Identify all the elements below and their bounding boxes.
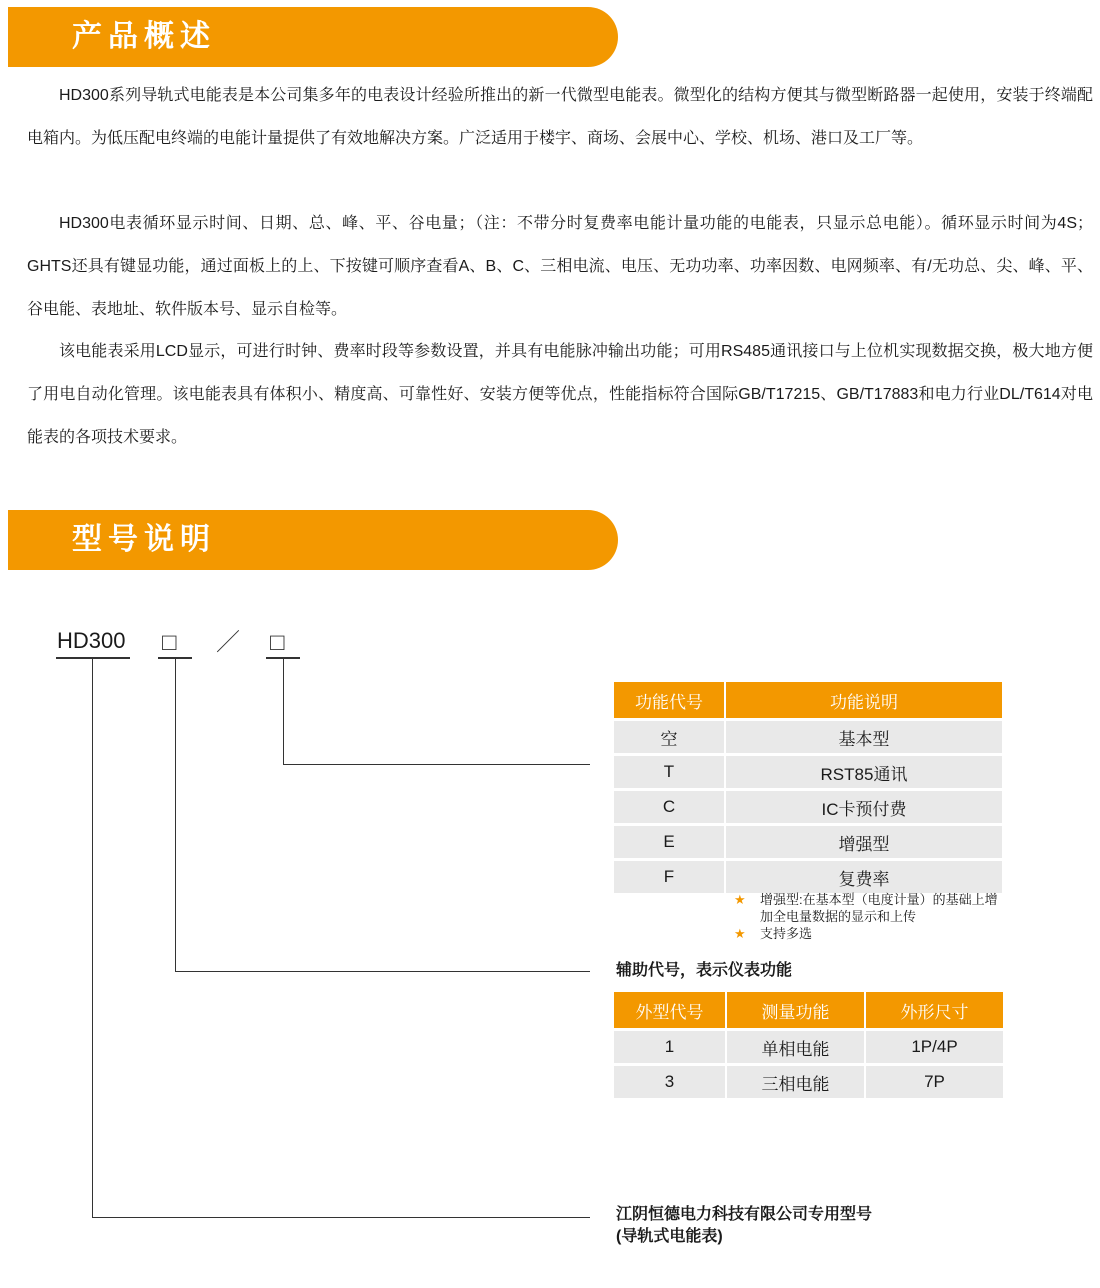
aux-code-label: 辅助代号，表示仪表功能 [616,962,793,979]
model-code-underline [56,657,130,659]
shape-table-header-cell: 测量功能 [726,992,865,1030]
function-notes [734,891,1000,942]
function-desc-cell: RST85通讯 [725,755,1002,790]
note-text: 支持多选 [760,926,813,941]
note-item [734,925,1000,942]
overview-paragraph-3: 该电能表采用LCD显示，可进行时钟、费率时段等参数设置，并具有电能脉冲输出功能；可用RS485通讯接口与上位机实现数据交换，极大地方便了用电自动化管理。该电能表具有体积小、精度高、可靠性好、安装方便等优点，性能指标符合国际GB/T17215、GB/T17883和电力行业DL/T614对电能表的各项技术要求。 [27,343,1093,446]
overview-paragraph-2: HD300电表循环显示时间、日期、总、峰、平、谷电量；（注：不带分时复费率电能计量功能的电能表，只显示总电能）。循环显示时间为4S；GHTS还具有键显功能，通过面板上的上、下按键可顺序查看A、B、C、三相电流、电压、无功功率、功率因数、电网频率、有/无功总、尖、峰、平、谷电能、表地址、软件版本号、显示自检等。 [27,215,1093,318]
shape-measure-cell: 单相电能 [726,1030,865,1065]
function-table-row [614,790,1002,825]
function-table-row [614,825,1002,860]
section-banner-overview [8,7,618,67]
function-code-cell: T [614,755,725,790]
section-banner-model [8,510,618,570]
overview-paragraph-1: HD300系列导轨式电能表是本公司集多年的电表设计经验所推出的新一代微型电能表。微型化的结构方便其与微型断路器一起使用，安装于终端配电箱内。为低压配电终端的电能计量提供了有效地解决方案。广泛适用于楼宇、商场、会展中心、学校、机场、港口及工厂等。 [27,87,1093,147]
shape-table-row [614,1030,1003,1065]
shape-code-cell: 1 [614,1030,726,1065]
function-table-header-cell: 功能说明 [725,682,1002,720]
company-label-line2: (导轨式电能表) [616,1228,723,1245]
shape-size-cell: 1P/4P [865,1030,1003,1065]
shape-code-cell: 3 [614,1065,726,1099]
shape-table-header-cell: 外型代号 [614,992,726,1030]
function-code-cell: 空 [614,720,725,755]
shape-table-header-cell: 外形尺寸 [865,992,1003,1030]
section-title-model: 型号说明 [72,522,216,557]
shape-table-row [614,1065,1003,1099]
function-desc-cell: 复费率 [725,860,1002,894]
function-connector-vertical [283,659,284,764]
star-icon: ★ [734,926,746,941]
aux-code-box: □ [162,629,177,656]
function-connector-horizontal [283,764,590,765]
function-code-cell: C [614,790,725,825]
shape-measure-cell: 三相电能 [726,1065,865,1099]
model-code: HD300 [57,628,126,653]
aux-connector-horizontal [175,971,590,972]
function-table-row [614,860,1002,894]
function-code-cell: F [614,860,725,894]
shape-table [614,992,1003,1098]
function-table [614,682,1002,893]
aux-connector-vertical [175,659,176,971]
slash-separator: ／ [216,629,240,656]
function-desc-cell: 基本型 [725,720,1002,755]
function-table-header [614,682,1002,720]
function-table-header-cell: 功能代号 [614,682,725,720]
company-connector-horizontal [92,1217,590,1218]
shape-size-cell: 7P [865,1065,1003,1099]
function-desc-cell: 增强型 [725,825,1002,860]
shape-table-header [614,992,1003,1030]
note-item [734,891,1000,925]
company-label-line1: 江阴恒德电力科技有限公司专用型号 [616,1206,873,1223]
function-desc-cell: IC卡预付费 [725,790,1002,825]
section-title-overview: 产品概述 [72,19,216,54]
function-code-cell: E [614,825,725,860]
company-connector-vertical [92,659,93,1217]
star-icon: ★ [734,892,746,907]
note-text: 增强型:在基本型（电度计量）的基础上增加全电量数据的显示和上传 [760,892,998,924]
function-table-row [614,755,1002,790]
function-table-row [614,720,1002,755]
function-code-box: □ [270,629,285,656]
